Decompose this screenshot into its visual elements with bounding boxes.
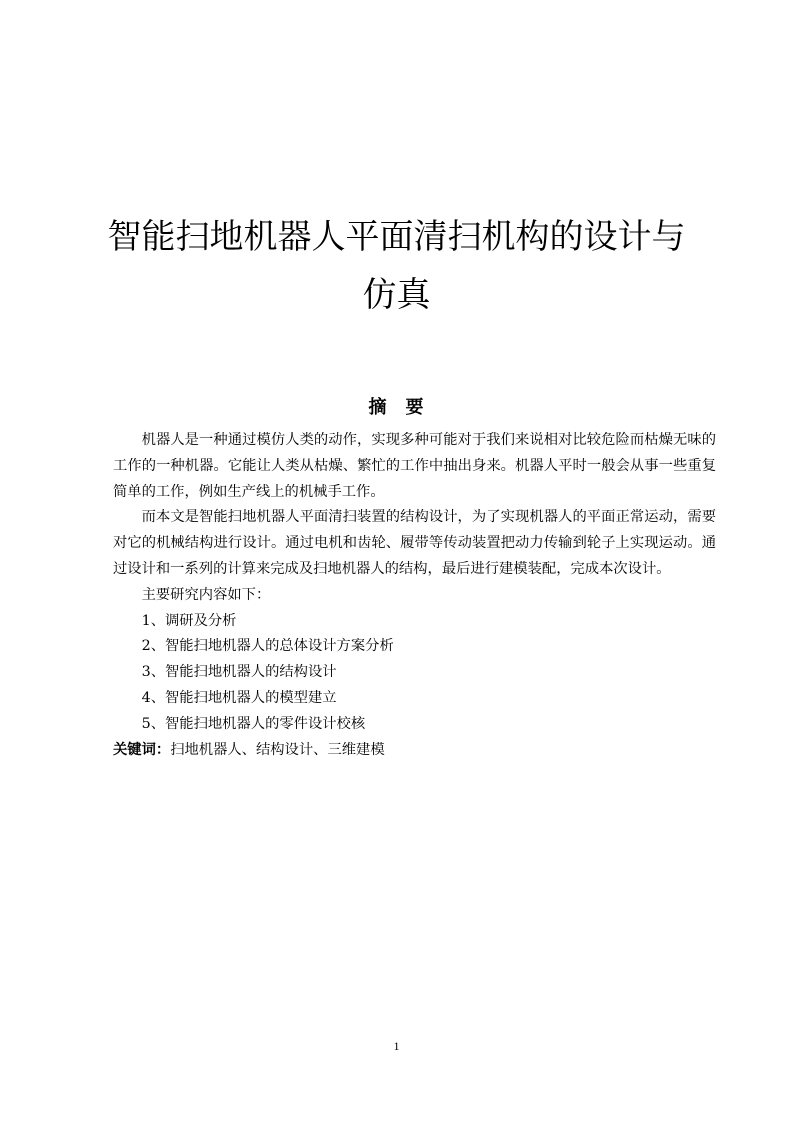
keywords-label: 关键词： (113, 741, 171, 758)
keywords-line (113, 738, 716, 764)
page-number: 1 (393, 1039, 400, 1053)
keywords-text: 扫地机器人、结构设计、三维建模 (170, 741, 385, 758)
content-item-1: 1、调研及分析 (141, 612, 237, 629)
title-line-1: 智能扫地机器人平面清扫机构的设计与 (107, 216, 686, 257)
abstract-heading-char-2: 要 (405, 397, 425, 418)
content-intro: 主要研究内容如下： (141, 586, 271, 603)
abstract-body (113, 428, 716, 763)
content-item-2: 2、智能扫地机器人的总体设计方案分析 (141, 638, 394, 655)
abstract-heading (0, 396, 793, 420)
content-item-5: 5、智能扫地机器人的零件设计校核 (141, 715, 366, 732)
content-item-3: 3、智能扫地机器人的结构设计 (141, 664, 337, 681)
title-line-2: 仿真 (362, 274, 431, 315)
document-title (100, 208, 693, 324)
content-item-4: 4、智能扫地机器人的模型建立 (141, 689, 337, 706)
abstract-paragraph-1: 机器人是一种通过模仿人类的动作，实现多种可能对于我们来说相对比较危险而枯燥无味的工作的一种机器。它能让人类从枯燥、繁忙的工作中抽出身来。机器人平时一般会从事一些重复简单的工作，例如生产线上的机械手工作。 (113, 432, 716, 500)
abstract-heading-char-1: 摘 (368, 397, 388, 418)
abstract-paragraph-2: 而本文是智能扫地机器人平面清扫装置的结构设计，为了实现机器人的平面正常运动，需要对它的机械结构进行设计。通过电机和齿轮、履带等传动装置把动力传输到轮子上实现运动。通过设计和一系列的计算来完成及扫地机器人的结构，最后进行建模装配，完成本次设计。 (113, 509, 716, 577)
